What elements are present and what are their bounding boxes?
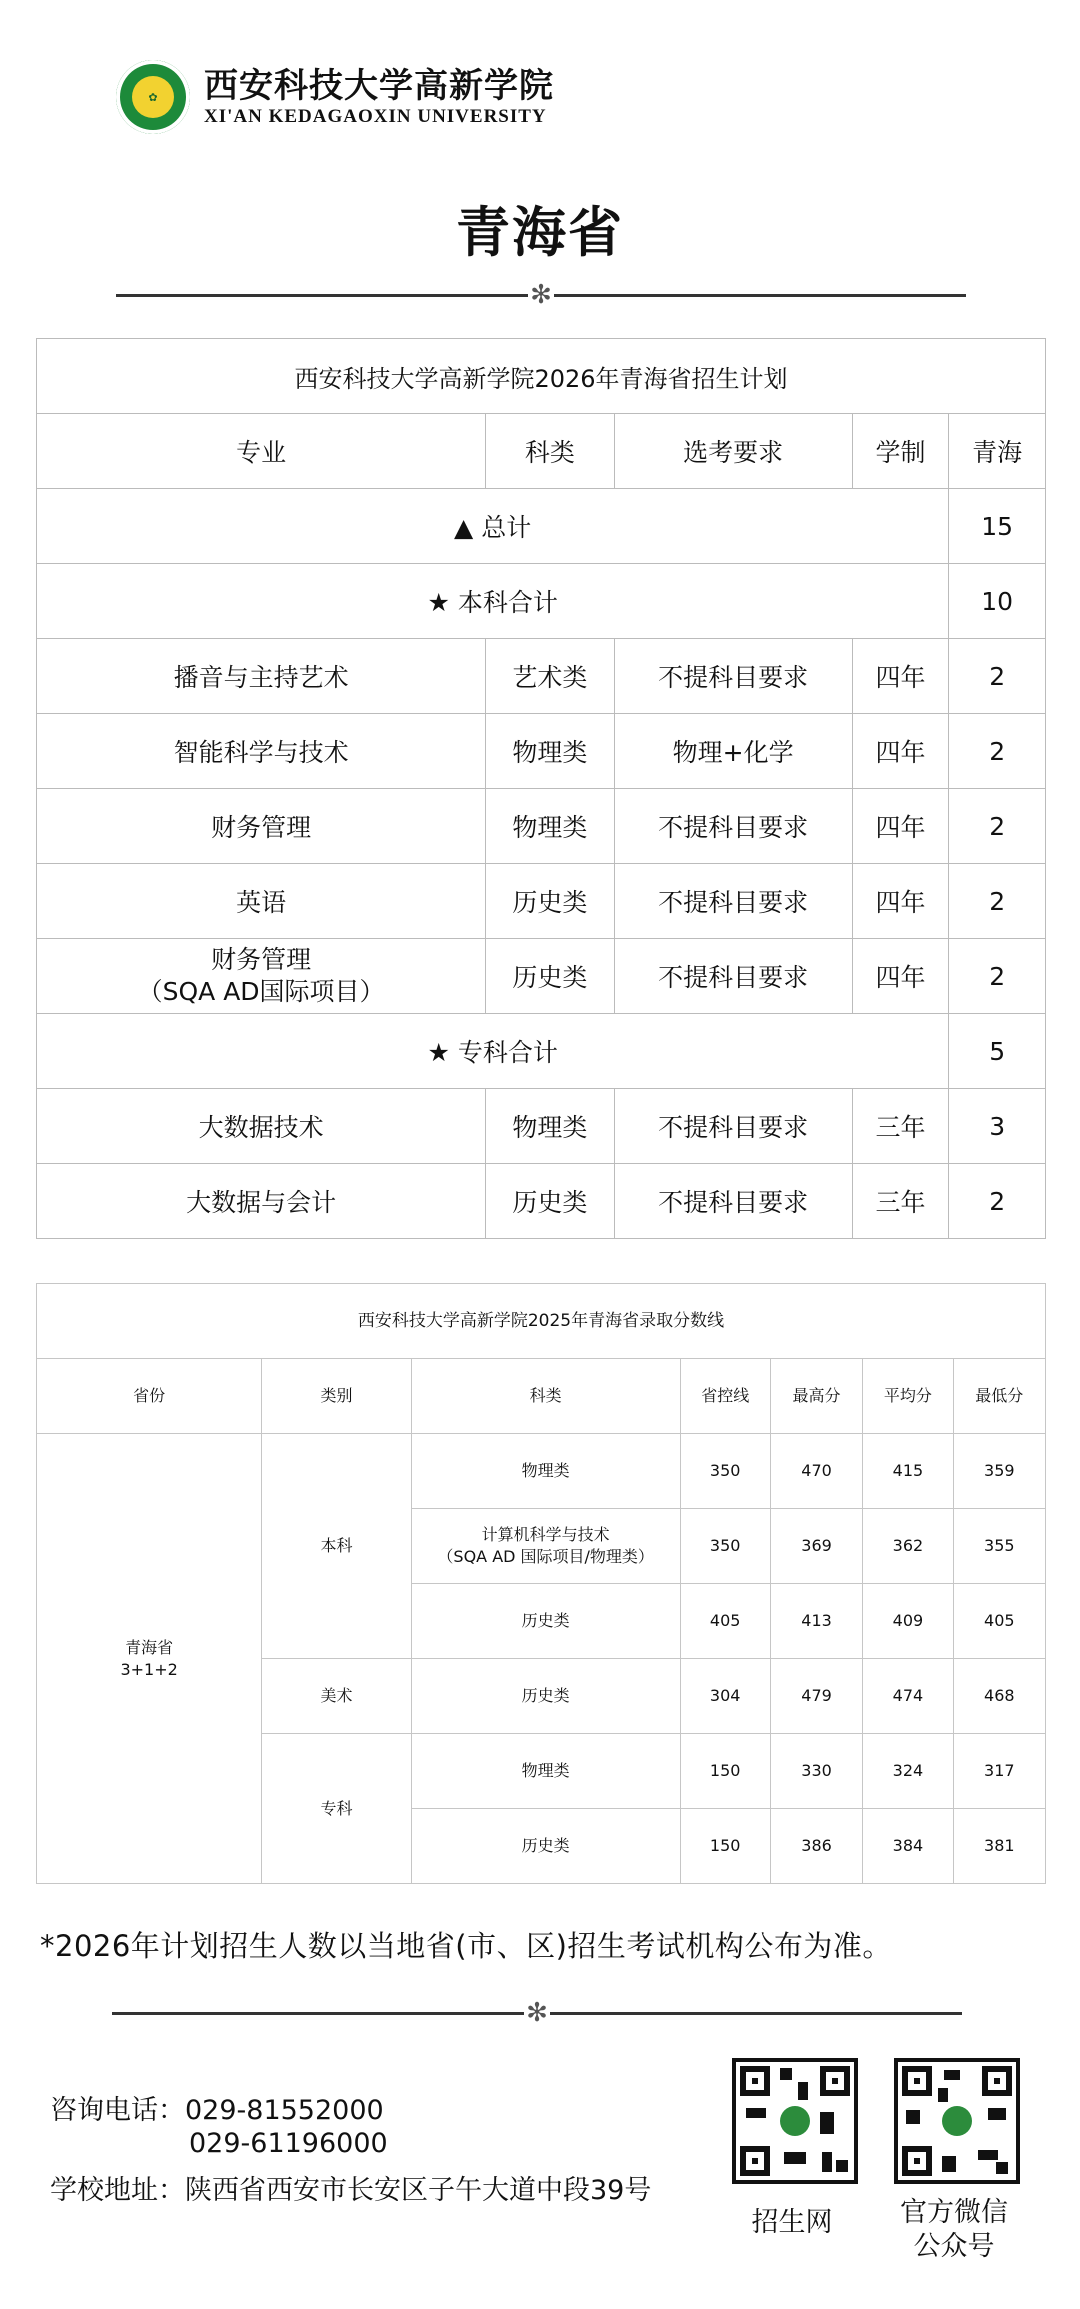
table-row (37, 789, 1046, 864)
address-line (50, 2168, 651, 2207)
admission-score-table (36, 1283, 1046, 1884)
count-cell: 3 (949, 1089, 1046, 1164)
major-cell (37, 939, 486, 1014)
years-cell: 四年 (852, 639, 949, 714)
score-table-caption: 西安科技大学高新学院2025年青海省录取分数线 (37, 1284, 1046, 1359)
table-row (37, 1089, 1046, 1164)
table-row (37, 1434, 1046, 1509)
undergrad-total-row (37, 564, 1046, 639)
years-cell: 四年 (852, 864, 949, 939)
requirement-cell: 不提科目要求 (614, 864, 852, 939)
subject-cell: 历史类 (411, 1809, 680, 1884)
max-cell: 479 (770, 1659, 862, 1734)
major-cell: 财务管理 (37, 789, 486, 864)
college-total-value: 5 (949, 1014, 1046, 1089)
logo-english-name: XI'AN KEDAGAOXIN UNIVERSITY (204, 106, 547, 127)
control-cell: 150 (680, 1734, 770, 1809)
years-cell: 四年 (852, 789, 949, 864)
subject-cell: 历史类 (411, 1584, 680, 1659)
province-name: 青海省 (125, 1637, 174, 1657)
max-cell: 386 (770, 1809, 862, 1884)
major-cell: 智能科学与技术 (37, 714, 486, 789)
subject-cell: 物理类 (411, 1434, 680, 1509)
undergrad-total-value: 10 (949, 564, 1046, 639)
header-control-line: 省控线 (680, 1359, 770, 1434)
major-name: 财务管理 (211, 945, 312, 974)
max-cell: 369 (770, 1509, 862, 1584)
major-cell: 大数据与会计 (37, 1164, 486, 1239)
page-title: 青海省 (456, 201, 624, 264)
min-cell: 381 (953, 1809, 1045, 1884)
major-cell: 英语 (37, 864, 486, 939)
address-value: 陕西省西安市长安区子午大道中段39号 (185, 2175, 652, 2206)
max-cell: 330 (770, 1734, 862, 1809)
avg-cell: 409 (863, 1584, 953, 1659)
wechat-qr-code[interactable] (894, 2058, 1020, 2184)
count-cell: 2 (949, 639, 1046, 714)
type-cell: 艺术类 (486, 639, 614, 714)
qr-label-wechat (864, 2196, 1044, 2264)
years-cell: 四年 (852, 939, 949, 1014)
requirement-cell: 不提科目要求 (614, 1089, 852, 1164)
admission-site-qr-code[interactable] (732, 2058, 858, 2184)
school-emblem-icon: ✿ (116, 60, 190, 134)
total-row (37, 489, 1046, 564)
years-cell: 三年 (852, 1089, 949, 1164)
logo-chinese-name: 西安科技大学高新学院 (204, 66, 554, 106)
count-cell: 2 (949, 864, 1046, 939)
category-cell: 本科 (262, 1434, 412, 1659)
category-cell: 专科 (262, 1734, 412, 1884)
qr-logo-icon (942, 2106, 972, 2136)
type-cell: 历史类 (486, 864, 614, 939)
avg-cell: 324 (863, 1734, 953, 1809)
requirement-cell: 不提科目要求 (614, 789, 852, 864)
header-avg: 平均分 (863, 1359, 953, 1434)
address-label: 学校地址： (50, 2175, 185, 2206)
phone-label: 咨询电话： (50, 2095, 185, 2126)
phone-number-1[interactable]: 029-81552000 (185, 2095, 384, 2126)
type-cell: 历史类 (486, 1164, 614, 1239)
max-cell: 413 (770, 1584, 862, 1659)
major-note: （SQA AD国际项目） (137, 977, 385, 1006)
requirement-cell: 不提科目要求 (614, 939, 852, 1014)
min-cell: 317 (953, 1734, 1045, 1809)
flower-ornament-icon: ✻ (528, 282, 554, 308)
qr-label-wechat-line1: 官方微信 (900, 2197, 1008, 2228)
count-cell: 2 (949, 714, 1046, 789)
control-cell: 304 (680, 1659, 770, 1734)
avg-cell: 384 (863, 1809, 953, 1884)
major-cell: 播音与主持艺术 (37, 639, 486, 714)
min-cell: 468 (953, 1659, 1045, 1734)
phone-number-2[interactable]: 029-61196000 (189, 2128, 388, 2159)
header-type: 科类 (486, 414, 614, 489)
header-province: 省份 (37, 1359, 262, 1434)
type-cell: 物理类 (486, 789, 614, 864)
type-cell: 物理类 (486, 1089, 614, 1164)
province-mode: 3+1+2 (120, 1659, 178, 1679)
category-cell: 美术 (262, 1659, 412, 1734)
requirement-cell: 不提科目要求 (614, 1164, 852, 1239)
subject-name: 计算机科学与技术 (481, 1525, 610, 1544)
subject-cell: 物理类 (411, 1734, 680, 1809)
plan-table-caption: 西安科技大学高新学院2026年青海省招生计划 (37, 339, 1046, 414)
total-label: ▲ 总计 (37, 489, 949, 564)
min-cell: 355 (953, 1509, 1045, 1584)
table-header-row (37, 1359, 1046, 1434)
phone-line (50, 2088, 384, 2127)
header-major: 专业 (37, 414, 486, 489)
college-total-row (37, 1014, 1046, 1089)
subject-cell: 历史类 (411, 1659, 680, 1734)
total-value: 15 (949, 489, 1046, 564)
table-header-row (37, 414, 1046, 489)
control-cell: 150 (680, 1809, 770, 1884)
min-cell: 405 (953, 1584, 1045, 1659)
qr-label-wechat-line2: 公众号 (913, 2231, 995, 2262)
subject-cell (411, 1509, 680, 1584)
enrollment-note: *2026年计划招生人数以当地省(市、区)招生考试机构公布为准。 (40, 1929, 892, 1963)
enrollment-plan-table (36, 338, 1046, 1239)
avg-cell: 362 (863, 1509, 953, 1584)
years-cell: 三年 (852, 1164, 949, 1239)
school-logo (116, 60, 554, 134)
flower-ornament-icon: ✻ (524, 2000, 550, 2026)
count-cell: 2 (949, 1164, 1046, 1239)
table-row (37, 639, 1046, 714)
college-total-label: ★ 专科合计 (37, 1014, 949, 1089)
table-row (37, 1164, 1046, 1239)
count-cell: 2 (949, 939, 1046, 1014)
type-cell: 物理类 (486, 714, 614, 789)
requirement-cell: 物理+化学 (614, 714, 852, 789)
avg-cell: 474 (863, 1659, 953, 1734)
header-years: 学制 (852, 414, 949, 489)
min-cell: 359 (953, 1434, 1045, 1509)
table-row (37, 864, 1046, 939)
control-cell: 405 (680, 1584, 770, 1659)
type-cell: 历史类 (486, 939, 614, 1014)
qr-label-admission-site: 招生网 (751, 2207, 833, 2238)
avg-cell: 415 (863, 1434, 953, 1509)
control-cell: 350 (680, 1509, 770, 1584)
header-qinghai: 青海 (949, 414, 1046, 489)
undergrad-total-label: ★ 本科合计 (37, 564, 949, 639)
subject-note: （SQA AD 国际项目/物理类） (437, 1547, 654, 1566)
header-max: 最高分 (770, 1359, 862, 1434)
control-cell: 350 (680, 1434, 770, 1509)
header-requirement: 选考要求 (614, 414, 852, 489)
requirement-cell: 不提科目要求 (614, 639, 852, 714)
header-min: 最低分 (953, 1359, 1045, 1434)
max-cell: 470 (770, 1434, 862, 1509)
major-cell: 大数据技术 (37, 1089, 486, 1164)
years-cell: 四年 (852, 714, 949, 789)
qr-logo-icon (780, 2106, 810, 2136)
table-row (37, 714, 1046, 789)
province-cell (37, 1434, 262, 1884)
header-category: 类别 (262, 1359, 412, 1434)
header-subject: 科类 (411, 1359, 680, 1434)
table-row (37, 939, 1046, 1014)
count-cell: 2 (949, 789, 1046, 864)
